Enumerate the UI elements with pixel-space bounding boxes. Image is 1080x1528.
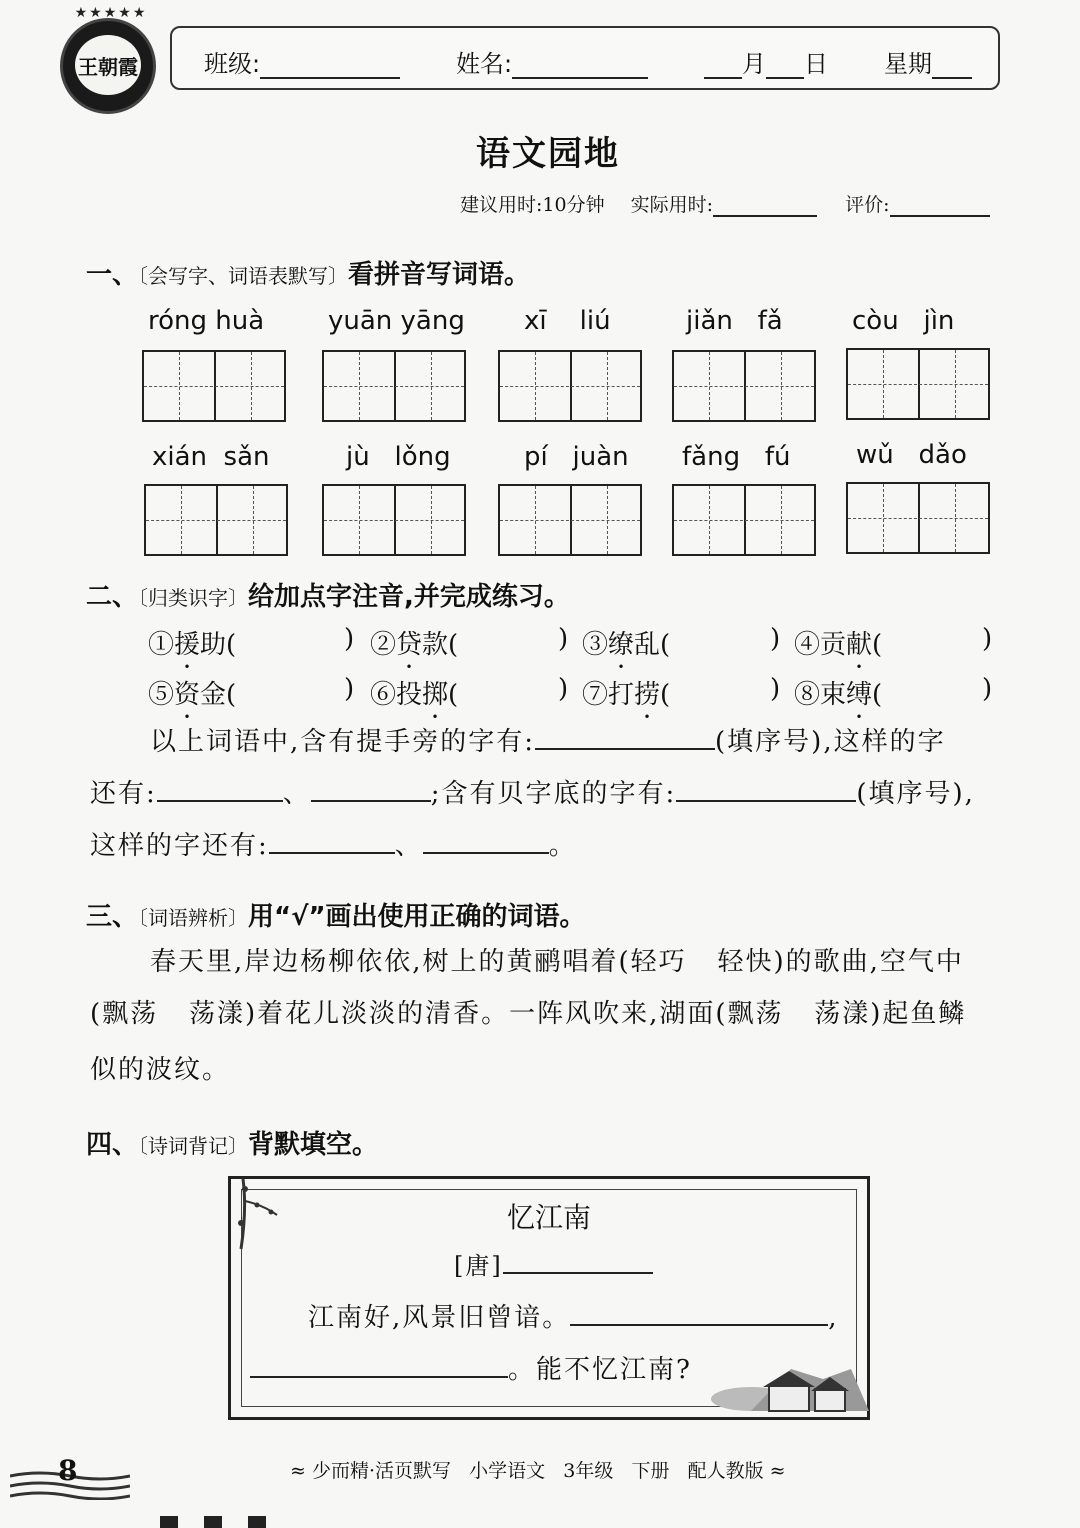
pinyin-1: róng huà bbox=[148, 306, 265, 336]
writing-grid[interactable] bbox=[322, 350, 466, 422]
poem-text: 江南好,风景旧曾谙。 bbox=[308, 1303, 571, 1333]
answer-blank[interactable] bbox=[535, 722, 715, 750]
pinyin-7: jù lǒng bbox=[346, 442, 451, 472]
pinyin-5: còu jìn bbox=[852, 306, 955, 336]
weekday-blank[interactable] bbox=[932, 53, 972, 79]
weekday-field bbox=[884, 44, 972, 79]
text: 以上词语中,含有提手旁的字有: bbox=[150, 727, 536, 757]
writing-grid[interactable] bbox=[846, 482, 990, 554]
class-label: 班级: bbox=[204, 50, 261, 78]
class-field bbox=[204, 44, 400, 79]
phonetic-item-6: ⑥投掷( bbox=[370, 680, 459, 710]
page-title: 语文园地 bbox=[476, 134, 620, 174]
text: 还有: bbox=[90, 779, 157, 809]
writing-grid[interactable] bbox=[322, 484, 466, 556]
section3-instruction: 用“√”画出使用正确的词语。 bbox=[248, 902, 586, 932]
suggested-time: 建议用时:10分钟 bbox=[460, 194, 605, 216]
item-char: 投 bbox=[396, 680, 423, 710]
writing-grid[interactable] bbox=[142, 350, 286, 422]
day-label: 日 bbox=[804, 50, 828, 78]
item-number: ④ bbox=[794, 630, 821, 660]
section2-instruction: 给加点字注音,并完成练习。 bbox=[248, 582, 570, 612]
pinyin-8: pí juàn bbox=[524, 442, 629, 472]
day-blank[interactable] bbox=[766, 53, 804, 79]
item-char: 金 bbox=[200, 680, 227, 710]
phonetic-item-1: ①援助( bbox=[148, 630, 237, 660]
answer-blank[interactable] bbox=[157, 774, 283, 802]
pinyin-4: jiǎn fǎ bbox=[686, 306, 783, 336]
paren-close: ) bbox=[770, 624, 781, 654]
dotted-char: 贷 bbox=[396, 630, 423, 660]
classification-line-1 bbox=[150, 716, 946, 768]
passage-line-1: 春天里,岸边杨柳依依,树上的黄鹂唱着(轻巧 轻快)的歌曲,空气中 bbox=[150, 947, 964, 977]
item-char: 乱 bbox=[634, 630, 661, 660]
answer-blank[interactable] bbox=[423, 826, 549, 854]
writing-grid[interactable] bbox=[498, 484, 642, 556]
item-number: ⑤ bbox=[148, 680, 175, 710]
writing-grid[interactable] bbox=[672, 350, 816, 422]
month-label: 月 bbox=[742, 50, 766, 78]
section4-heading bbox=[86, 1124, 378, 1161]
month-blank[interactable] bbox=[704, 53, 742, 79]
paren-close: ) bbox=[344, 674, 355, 704]
class-blank[interactable] bbox=[260, 53, 400, 79]
poem-title: 忆江南 bbox=[506, 1201, 591, 1234]
dotted-char: 缭 bbox=[608, 630, 635, 660]
item-number: ⑦ bbox=[582, 680, 609, 710]
writing-grid[interactable] bbox=[846, 348, 990, 420]
paren-close: ) bbox=[982, 674, 993, 704]
item-char: 束 bbox=[820, 680, 847, 710]
evaluation-blank[interactable] bbox=[890, 195, 990, 217]
section2-heading bbox=[86, 576, 570, 613]
passage-line-3: 似的波纹。 bbox=[90, 1055, 231, 1085]
phonetic-item-4: ④贡献( bbox=[794, 630, 883, 660]
poem-line-2 bbox=[250, 1344, 692, 1396]
item-number: ② bbox=[370, 630, 397, 660]
phonetic-item-5: ⑤资金( bbox=[148, 680, 237, 710]
text: ;含有贝字底的字有: bbox=[430, 779, 677, 809]
poem-blank[interactable] bbox=[570, 1298, 828, 1326]
name-label: 姓名: bbox=[456, 50, 513, 78]
section1-instruction: 看拼音写词语。 bbox=[348, 260, 531, 290]
footer-marks bbox=[160, 1516, 270, 1528]
pinyin-3: xī liú bbox=[524, 306, 611, 336]
dotted-char: 捞 bbox=[634, 680, 661, 710]
item-char: 贡 bbox=[820, 630, 847, 660]
footer-text: ≈ 少而精·活页默写 小学语文 3年级 下册 配人教版 ≈ bbox=[290, 1460, 786, 1482]
poem-author-line bbox=[454, 1240, 653, 1292]
section1-category: 〔会写字、词语表默写〕 bbox=[138, 264, 349, 288]
classification-line-2 bbox=[90, 768, 975, 820]
logo-stars-decoration: ★★★★★ bbox=[74, 5, 148, 21]
section3-heading bbox=[86, 896, 586, 933]
section3-category: 〔词语辨析〕 bbox=[138, 906, 249, 930]
writing-grid[interactable] bbox=[498, 350, 642, 422]
author-blank[interactable] bbox=[503, 1246, 653, 1274]
section4-category: 〔诗词背记〕 bbox=[138, 1134, 249, 1158]
phonetic-item-3: ③缭乱( bbox=[582, 630, 671, 660]
village-scene-icon bbox=[711, 1359, 871, 1419]
poem-text: 。能不忆江南? bbox=[508, 1355, 692, 1385]
item-number: ③ bbox=[582, 630, 609, 660]
poem-text: , bbox=[828, 1303, 839, 1333]
paren-close: ) bbox=[558, 624, 569, 654]
evaluation-label: 评价: bbox=[845, 194, 890, 216]
answer-blank[interactable] bbox=[676, 774, 856, 802]
dotted-char: 援 bbox=[174, 630, 201, 660]
item-char: 款 bbox=[422, 630, 449, 660]
answer-blank[interactable] bbox=[269, 826, 395, 854]
text: (填序号),这样的字 bbox=[715, 727, 946, 757]
item-number: ⑥ bbox=[370, 680, 397, 710]
paren-close: ) bbox=[770, 674, 781, 704]
section2-category: 〔归类识字〕 bbox=[138, 586, 249, 610]
item-char: 打 bbox=[608, 680, 635, 710]
item-char: 助 bbox=[200, 630, 227, 660]
text: 这样的字还有: bbox=[90, 831, 269, 861]
dotted-char: 掷 bbox=[422, 680, 449, 710]
name-field bbox=[456, 44, 648, 79]
paren-close: ) bbox=[344, 624, 355, 654]
actual-time-label: 实际用时: bbox=[630, 194, 714, 216]
dotted-char: 资 bbox=[174, 680, 201, 710]
pinyin-10: wǔ dǎo bbox=[856, 440, 967, 470]
text: (填序号), bbox=[856, 779, 975, 809]
section3-number: 三、 bbox=[86, 902, 139, 932]
weekday-label: 星期 bbox=[884, 50, 932, 78]
pinyin-2: yuān yāng bbox=[328, 306, 465, 336]
page-number: 8 bbox=[58, 1454, 78, 1487]
date-field bbox=[704, 44, 828, 79]
text: 。 bbox=[548, 831, 577, 861]
section1-number: 一、 bbox=[86, 260, 139, 290]
brand-logo bbox=[60, 5, 156, 114]
poem-line-1 bbox=[308, 1292, 839, 1344]
writing-grid[interactable] bbox=[672, 484, 816, 556]
poem-dynasty: [唐] bbox=[454, 1252, 503, 1280]
passage-line-2: (飘荡 荡漾)着花儿淡淡的清香。一阵风吹来,湖面(飘荡 荡漾)起鱼鳞 bbox=[90, 999, 967, 1029]
phonetic-item-7: ⑦打捞( bbox=[582, 680, 671, 710]
student-info-box bbox=[170, 26, 1000, 90]
text: 、 bbox=[282, 779, 311, 809]
logo-text: 王朝霞 bbox=[75, 35, 141, 95]
poem-blank[interactable] bbox=[250, 1350, 508, 1378]
paren-close: ) bbox=[558, 674, 569, 704]
phonetic-item-8: ⑧束缚( bbox=[794, 680, 883, 710]
dotted-char: 献 bbox=[846, 630, 873, 660]
section4-number: 四、 bbox=[86, 1130, 139, 1160]
section2-number: 二、 bbox=[86, 582, 139, 612]
pinyin-9: fǎng fú bbox=[682, 442, 791, 472]
phonetic-item-2: ②贷款( bbox=[370, 630, 459, 660]
paren-close: ) bbox=[982, 624, 993, 654]
classification-line-3 bbox=[90, 820, 577, 872]
pinyin-6: xián sǎn bbox=[152, 442, 270, 472]
item-number: ⑧ bbox=[794, 680, 821, 710]
section1-heading bbox=[86, 254, 530, 291]
writing-grid[interactable] bbox=[144, 484, 288, 556]
text: 、 bbox=[394, 831, 423, 861]
name-blank[interactable] bbox=[512, 53, 648, 79]
timing-row bbox=[460, 190, 990, 217]
actual-time-blank[interactable] bbox=[713, 195, 817, 217]
item-number: ① bbox=[148, 630, 175, 660]
section4-instruction: 背默填空。 bbox=[248, 1130, 379, 1160]
dotted-char: 缚 bbox=[846, 680, 873, 710]
answer-blank[interactable] bbox=[311, 774, 431, 802]
